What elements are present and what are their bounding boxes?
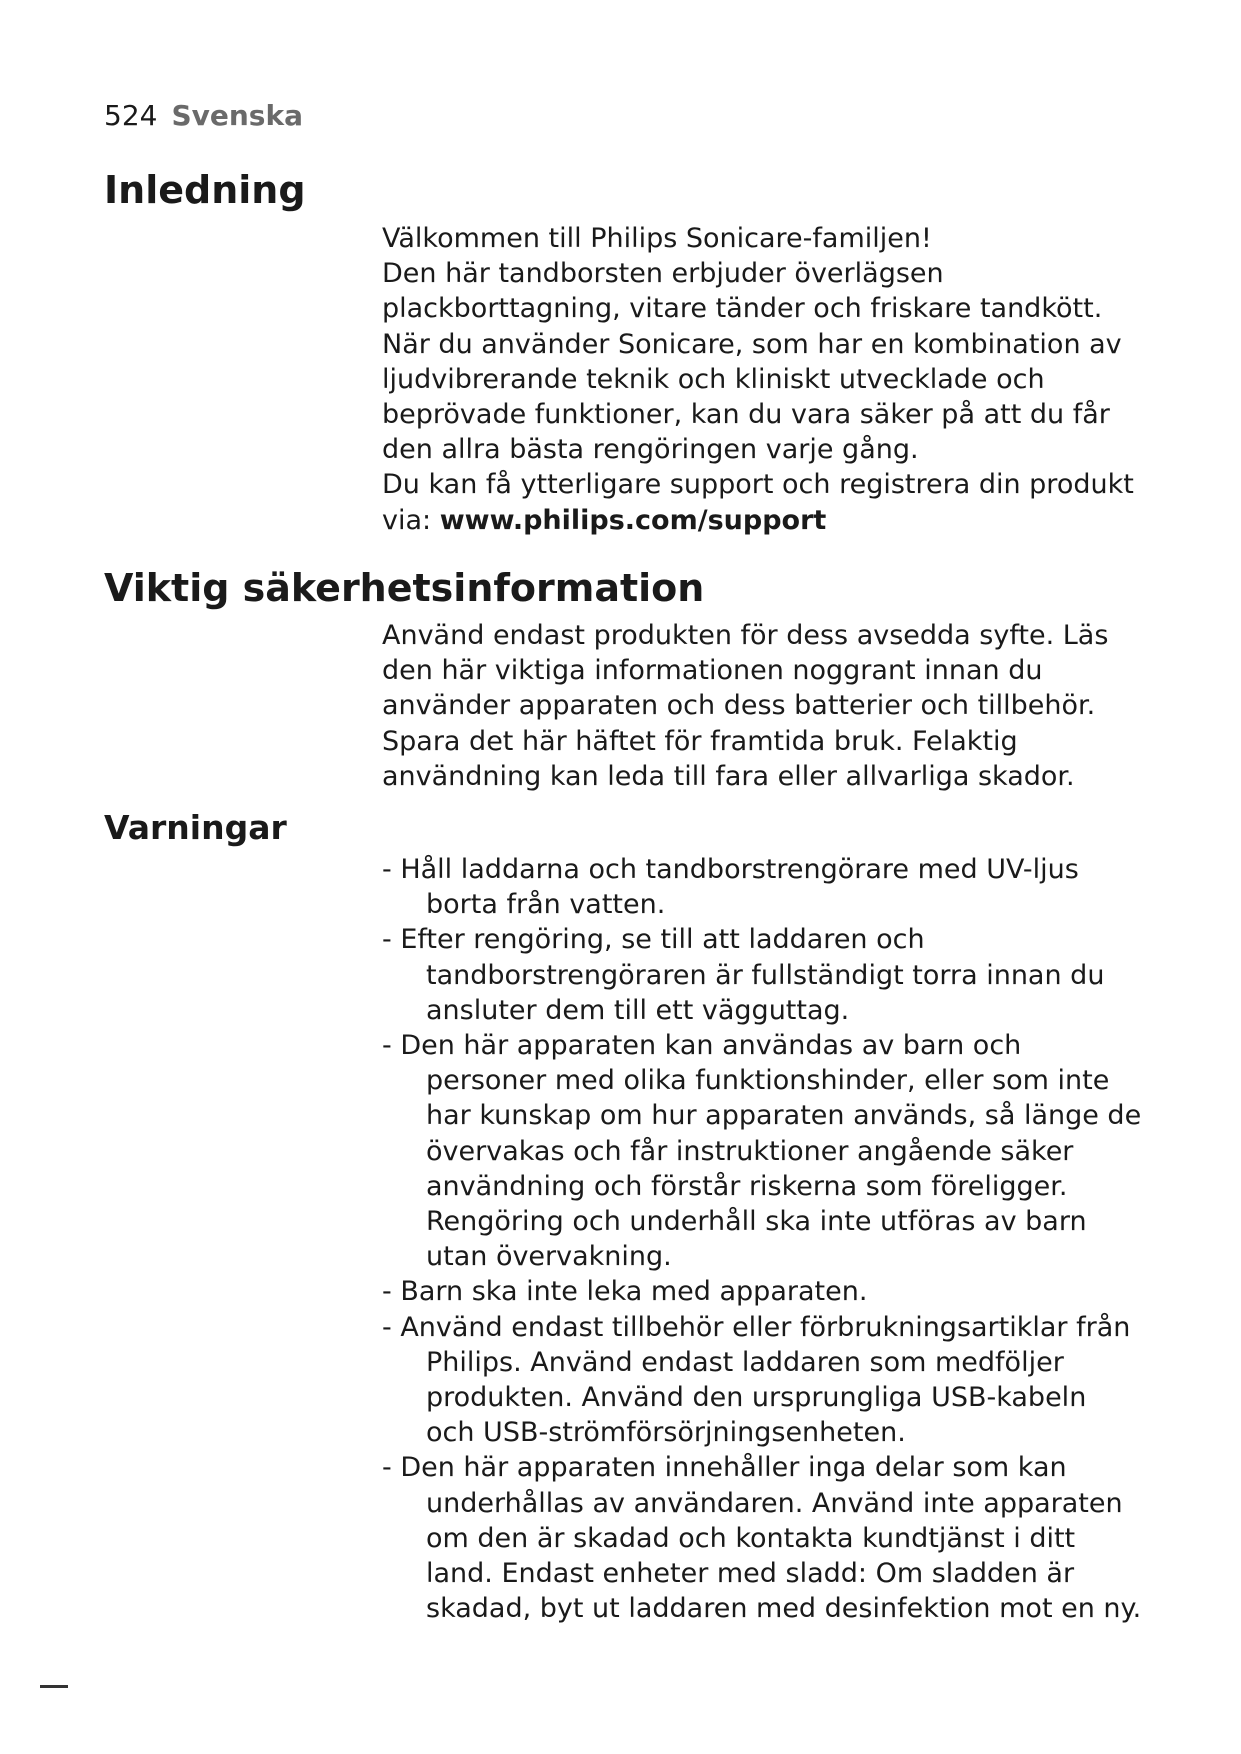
warning-item: - Håll laddarna och tandborstrengörare med UV-ljus borta från vatten. bbox=[382, 854, 1079, 921]
intro-paragraph-description: Den här tandborsten erbjuder överlägsen plackborttagning, vitare tänder och friskare tandkött. När du använder Sonicare, som har en kombination av ljudvibrerande teknik och kliniskt utvecklade och beprövade funktioner, kan du vara säker på att du får den allra bästa rengöringen varje gång. bbox=[382, 258, 1122, 466]
footer-mark bbox=[40, 1685, 68, 1688]
support-text: Du kan få ytterligare support och registrera din produkt via: bbox=[382, 469, 1134, 536]
page-number: 524 bbox=[104, 99, 158, 132]
warning-list bbox=[382, 852, 1142, 1626]
section-title-safety: Viktig säkerhetsinformation bbox=[104, 566, 705, 610]
section-title-intro: Inledning bbox=[104, 168, 306, 212]
safety-body bbox=[382, 618, 1142, 794]
intro-paragraph-support bbox=[382, 467, 1142, 537]
support-link[interactable]: www.philips.com/support bbox=[439, 504, 827, 536]
safety-paragraph: Använd endast produkten för dess avsedda syfte. Läs den här viktiga informationen noggrant innan du använder apparaten och dess batterier och tillbehör. Spara det här häftet för framtida bruk. Felaktig användning kan leda till fara eller allvarliga skador. bbox=[382, 620, 1109, 792]
warning-item: - Använd endast tillbehör eller förbrukningsartiklar från Philips. Använd endast laddaren som medföljer produkten. Använd den ursprungliga USB-kabeln och USB-strömförsörjningsenheten. bbox=[382, 1311, 1131, 1449]
warning-item: - Barn ska inte leka med apparaten. bbox=[382, 1276, 868, 1308]
warning-item: - Den här apparaten kan användas av barn och personer med olika funktionshinder, eller som inte har kunskap om hur apparaten används, så länge de övervakas och får instruktioner angående säker användning och förstår riskerna som föreligger. Rengöring och underhåll ska inte utföras av barn utan övervakning. bbox=[382, 1030, 1142, 1273]
warning-item: - Efter rengöring, se till att laddaren och tandborstrengöraren är fullständigt torra innan du ansluter dem till ett vägguttag. bbox=[382, 924, 1105, 1026]
page-header bbox=[104, 98, 303, 134]
intro-body bbox=[382, 221, 1142, 538]
subsection-title-warnings: Varningar bbox=[104, 808, 287, 847]
page-language: Svenska bbox=[171, 99, 303, 132]
intro-paragraph-welcome: Välkommen till Philips Sonicare-familjen! bbox=[382, 223, 932, 254]
warning-item: - Den här apparaten innehåller inga delar som kan underhållas av användaren. Använd inte apparaten om den är skadad och kontakta kundtjänst i ditt land. Endast enheter med sladd: Om sladden är skadad, byt ut laddaren med desinfektion mot en ny. bbox=[382, 1452, 1142, 1625]
